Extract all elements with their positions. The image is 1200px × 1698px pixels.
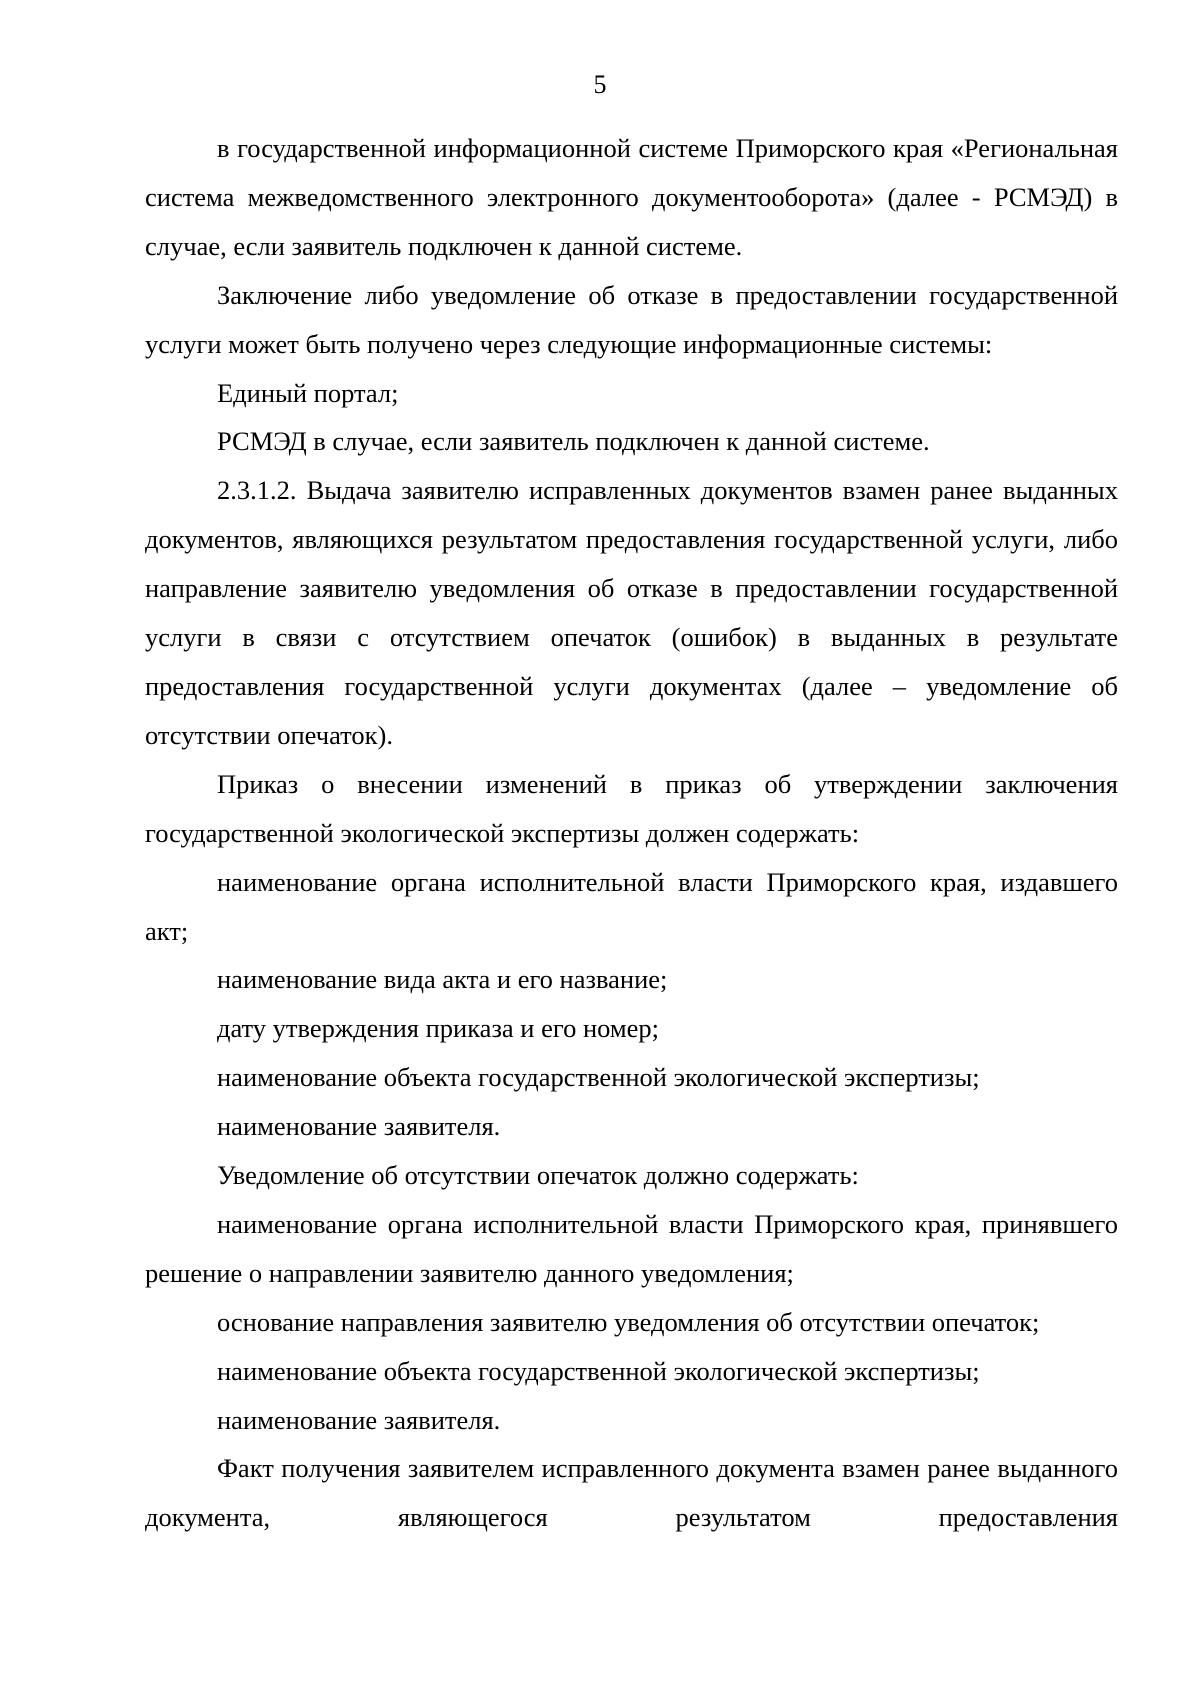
list-item-expertise-object: наименование объекта государственной экологической экспертизы;	[217, 1062, 980, 1093]
document-body	[145, 124, 1118, 1542]
list-item-order-date: дату утверждения приказа и его номер;	[217, 1013, 660, 1044]
list-item-notice-basis: основание направления заявителю уведомления об отсутствии опечаток;	[217, 1306, 1040, 1337]
list-item-unified-portal: Единый портал;	[217, 377, 399, 408]
list-item-authority-name: наименование органа исполнительной власти Приморского края, издавшего акт;	[145, 866, 1118, 946]
paragraph-rsmed-system: в государственной информационной системе Приморского края «Региональная система межведомственного электронного документооборота» (далее - РСМЭД) в случае, если заявитель подключен к данной системе.	[145, 133, 1118, 261]
list-item-notice-authority: наименование органа исполнительной власти Приморского края, принявшего решение о направлении заявителю данного уведомления;	[145, 1208, 1118, 1288]
paragraph-notice-contents: Уведомление об отсутствии опечаток должно содержать:	[217, 1160, 859, 1191]
paragraph-order-contents: Приказ о внесении изменений в приказ об утверждении заключения государственной экологической экспертизы должен содержать:	[145, 768, 1118, 848]
paragraph-receipt-fact: Факт получения заявителем исправленного документа взамен ранее выданного документа, являющегося результатом предоставления	[145, 1453, 1118, 1533]
list-item-rsmed: РСМЭД в случае, если заявитель подключен к данной системе.	[217, 426, 930, 457]
paragraph-conclusion-channels: Заключение либо уведомление об отказе в предоставлении государственной услуги может быть получено через следующие информационные системы:	[145, 279, 1118, 359]
paragraph-section-2-3-1-2: 2.3.1.2. Выдача заявителю исправленных документов взамен ранее выданных документов, являющихся результатом предоставления государственной услуги, либо направление заявителю уведомления об отказе в предоставлении государственной услуги в связи с отсутствием опечаток (ошибок) в выданных в результате предоставления государственной услуги документах (далее – уведомление об отсутствии опечаток).	[145, 475, 1118, 750]
list-item-notice-expertise-object: наименование объекта государственной экологической экспертизы;	[217, 1355, 980, 1386]
list-item-act-type: наименование вида акта и его название;	[217, 964, 668, 995]
page-number: 5	[593, 70, 607, 99]
list-item-applicant-name: наименование заявителя.	[217, 1111, 501, 1142]
list-item-notice-applicant: наименование заявителя.	[217, 1404, 501, 1435]
